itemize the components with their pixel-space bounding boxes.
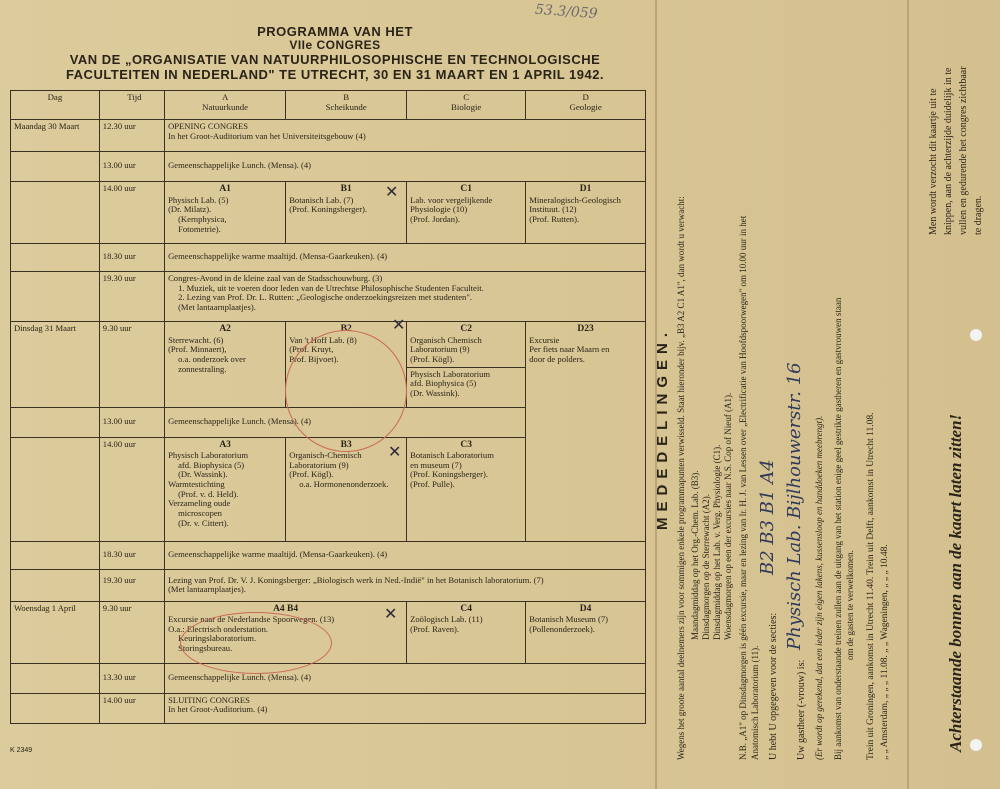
day-cell — [11, 182, 100, 244]
instruction-line: vullen en gedurende het congres zichtbaar — [958, 66, 969, 235]
time-cell: 14.00 uur — [99, 182, 164, 244]
section-cell-d4: D4 Botanisch Museum (7) (Pollenonderzoek). — [526, 601, 646, 663]
time-cell: 19.30 uur — [99, 569, 164, 601]
time-cell: 9.30 uur — [99, 322, 164, 408]
table-row — [11, 693, 646, 723]
day-cell — [11, 244, 100, 272]
table-row — [11, 601, 646, 663]
table-row — [11, 244, 646, 272]
day-cell — [11, 569, 100, 601]
red-pencil-mark — [285, 330, 407, 452]
day-cell — [11, 407, 100, 437]
red-pencil-mark — [180, 612, 332, 674]
notice-line: Wegens het groote aantal deelnemers zijn voor sommigen enkele programmapunten verwisseld. Staat hieronder bijv. „B3 A2 C1 A1", dan wordt u verwacht: — [676, 196, 686, 760]
day-cell: Dinsdag 31 Maart — [11, 322, 100, 408]
event-cell: Gemeenschappelijke Lunch. (Mensa). (4) — [165, 663, 646, 693]
notice-line: N.B. „A1" op Dinsdagmorgen is géén excursie, maar en lezing van Ir. H. J. van Lessen over „Electrificatie van Hoofdspoorwegen" om 10.00 uur in het — [738, 215, 748, 760]
header-a: A Natuurkunde — [165, 91, 286, 120]
time-cell: 18.30 uur — [99, 244, 164, 272]
time-cell: 12.30 uur — [99, 120, 164, 152]
notice-line: Maandagmiddag op het Org.-Chem. Lab. (B3). — [690, 470, 700, 640]
header-c: C Biologie — [407, 91, 526, 120]
time-cell: 14.00 uur — [99, 693, 164, 723]
mededelingen-title: MEDEDELINGEN. — [654, 326, 671, 530]
section-cell-c2: C2 Organisch Chemisch Laboratorium (9) (Prof. Kögl). — [407, 322, 526, 368]
handwritten-archive-number: 53.3/059 — [534, 1, 599, 23]
warning-text: Achterstaande bonnen aan de kaart laten zitten! — [946, 413, 965, 752]
table-row — [11, 182, 646, 244]
check-mark: ✕ — [388, 442, 402, 461]
event-cell: Lezing van Prof. Dr. V. J. Koningsberger: „Biologisch werk in Ned.-Indië" in het Botanisch laboratorium. (7) (Met lantaarnplaatjes). — [165, 569, 646, 601]
sections-value: B2 B3 B1 A4 — [757, 459, 778, 575]
host-label: Uw gastheer (-vrouw) is: — [796, 659, 807, 760]
check-mark: ✕ — [384, 604, 398, 623]
note-line: (Er wordt op gerekend, dat een ieder zijn eigen lakens, kussensloop en handdoeken meebrengt). — [814, 415, 824, 760]
header-b: B Scheikunde — [286, 91, 407, 120]
section-cell-a4-b4: A4 B4 Excursie naar de Nederlandse Spoorwegen. (13) O.a.: Electrisch onderstation. Keuringslaboratorium. Storingsbureau. — [165, 601, 407, 663]
section-cell-b2: B2 Van 't Hoff Lab. (8) (Prof. Kruyt, Prof. Bijvoet). — [286, 322, 407, 408]
day-cell — [11, 437, 100, 541]
time-cell: 14.00 uur — [99, 437, 164, 541]
day-cell — [11, 693, 100, 723]
section-cell-b1: B1 Botanisch Lab. (7) (Prof. Koningsberger). — [286, 182, 407, 244]
title-line-2: VIIe CONGRES — [289, 38, 381, 52]
day-cell: Woensdag 1 April — [11, 601, 100, 663]
day-cell: Maandag 30 Maart — [11, 120, 100, 152]
event-cell: OPENING CONGRES In het Groot-Auditorium van het Universiteitsgebouw (4) — [165, 120, 646, 152]
day-cell — [11, 152, 100, 182]
day-cell — [11, 541, 100, 569]
event-cell: Congres-Avond in de kleine zaal van de Stadsschouwburg. (3) 1. Muziek, uit te voeren door leden van de Utrechtse Philosophische Studenten Faculteit. 2. Lezing van Prof. Dr. L. Rutten: „Geologische onderzoekingsreizen met studenten". (Met lantaarnplaatjes). — [165, 272, 646, 322]
event-cell: SLUITING CONGRES In het Groot-Auditorium. (4) — [165, 693, 646, 723]
table-row — [11, 663, 646, 693]
notice-line: Dinsdagmiddag op het Lab. v. Verg. Physiologie (C1). — [712, 444, 722, 640]
header-dag: Dag — [11, 91, 100, 120]
title-line-3: VAN DE „ORGANISATIE VAN NATUURPHILOSOPHISCHE EN TECHNOLOGISCHE — [69, 52, 601, 67]
table-row — [11, 120, 646, 152]
time-cell: 13.00 uur — [99, 152, 164, 182]
title-line-1: PROGRAMMA VAN HET — [257, 24, 413, 39]
section-cell-c1: C1 Lab. voor vergelijkende Physiologie (10) (Prof. Jordan). — [407, 182, 526, 244]
time-cell: 13.00 uur — [99, 407, 164, 437]
notice-line: Dinsdagmorgen op de Sterrewacht (A2). — [701, 493, 711, 640]
instruction-line: Men wordt verzocht dit kaartje uit te — [928, 88, 939, 235]
fold-line — [907, 0, 909, 789]
event-cell: Gemeenschappelijke Lunch. (Mensa). (4) — [165, 407, 526, 437]
table-row — [11, 541, 646, 569]
time-cell: 13.30 uur — [99, 663, 164, 693]
section-cell-a1: A1 Physisch Lab. (5) (Dr. Milatz). (Kernphysica, Fotometrie). — [165, 182, 286, 244]
notice-line: Woensdagmorgen op een der excursies naar N.S. Cop of Nieuf (A1). — [723, 392, 733, 640]
event-cell: Gemeenschappelijke warme maaltijd. (Mensa-Gaarkeuken). (4) — [165, 244, 646, 272]
instruction-line: te dragen. — [973, 195, 984, 235]
section-cell-c4: C4 Zoölogisch Lab. (11) (Prof. Raven). — [407, 601, 526, 663]
title-line-4: FACULTEITEN IN NEDERLAND" TE UTRECHT, 30 EN 31 MAART EN 1 APRIL 1942. — [65, 67, 605, 82]
section-cell-d1: D1 Mineralogisch-Geologisch Instituut. (12) (Prof. Rutten). — [526, 182, 646, 244]
notice-line: Anatomisch Laboratorium (11). — [750, 645, 760, 760]
form-code: K 2349 — [10, 747, 33, 754]
header-d: D Geologie — [526, 91, 646, 120]
day-cell — [11, 663, 100, 693]
host-value: Physisch Lab. Bijlhouwerstr. 16 — [784, 362, 805, 650]
train-line: „ „ Amsterdam, „ „ „ 11.08. „ „ Wageningen, „ „ „ 10.48. — [880, 544, 890, 760]
punch-hole — [970, 329, 982, 341]
day-cell — [11, 272, 100, 322]
table-header-row — [11, 91, 646, 120]
event-cell: Gemeenschappelijke warme maaltijd. (Mensa-Gaarkeuken). (4) — [165, 541, 646, 569]
time-cell: 19.30 uur — [99, 272, 164, 322]
section-cell-a2: A2 Sterrewacht. (6) (Prof. Minnaert), o.a. onderzoek over zonnestraling. — [165, 322, 286, 408]
table-row — [11, 569, 646, 601]
punch-hole — [970, 739, 982, 751]
train-line: Trein uit Groningen, aankomst in Utrecht 11.40. Trein uit Delft, aankomst in Utrecht 11.08. — [866, 412, 876, 760]
sections-label: U hebt U opgegeven voor de secties: — [768, 612, 779, 760]
time-cell: 9.30 uur — [99, 601, 164, 663]
arrival-line: om de gasten te verwelkomen. — [845, 550, 855, 660]
check-mark: ✕ — [392, 315, 406, 334]
section-cell-a3: A3 Physisch Laboratorium afd. Biophysica (5) (Dr. Wassink). Warmtestichting (Prof. v. d. Held). Verzameling oude microscopen (Dr. v. Cittert). — [165, 437, 286, 541]
table-row — [11, 272, 646, 322]
table-row — [11, 152, 646, 182]
time-cell: 18.30 uur — [99, 541, 164, 569]
event-cell: Gemeenschappelijke Lunch. (Mensa). (4) — [165, 152, 646, 182]
arrival-line: Bij aankomst van onderstaande treinen zullen aan de uitgang van het station enige geel gestrikte gastheren en gastvrouwen staan — [833, 297, 843, 760]
section-cell-b3: B3 Organisch-Chemisch Laboratorium (9) (Prof. Kögl). o.a. Hormonenonderzoek. — [286, 437, 407, 541]
section-cell-c2-alt: Physisch Laboratorium afd. Biophysica (5) (Dr. Wassink). — [407, 367, 526, 407]
instruction-line: knippen, aan de achterzijde duidelijk in te — [943, 67, 954, 235]
check-mark: ✕ — [385, 182, 399, 201]
header-tijd: Tijd — [99, 91, 164, 120]
section-cell-c3: C3 Botanisch Laboratorium en museum (7) (Prof. Koningsberger). (Prof. Pulle). — [407, 437, 526, 541]
section-cell-d23: D23 Excursie Per fiets naar Maarn en door de polders. — [526, 322, 646, 542]
